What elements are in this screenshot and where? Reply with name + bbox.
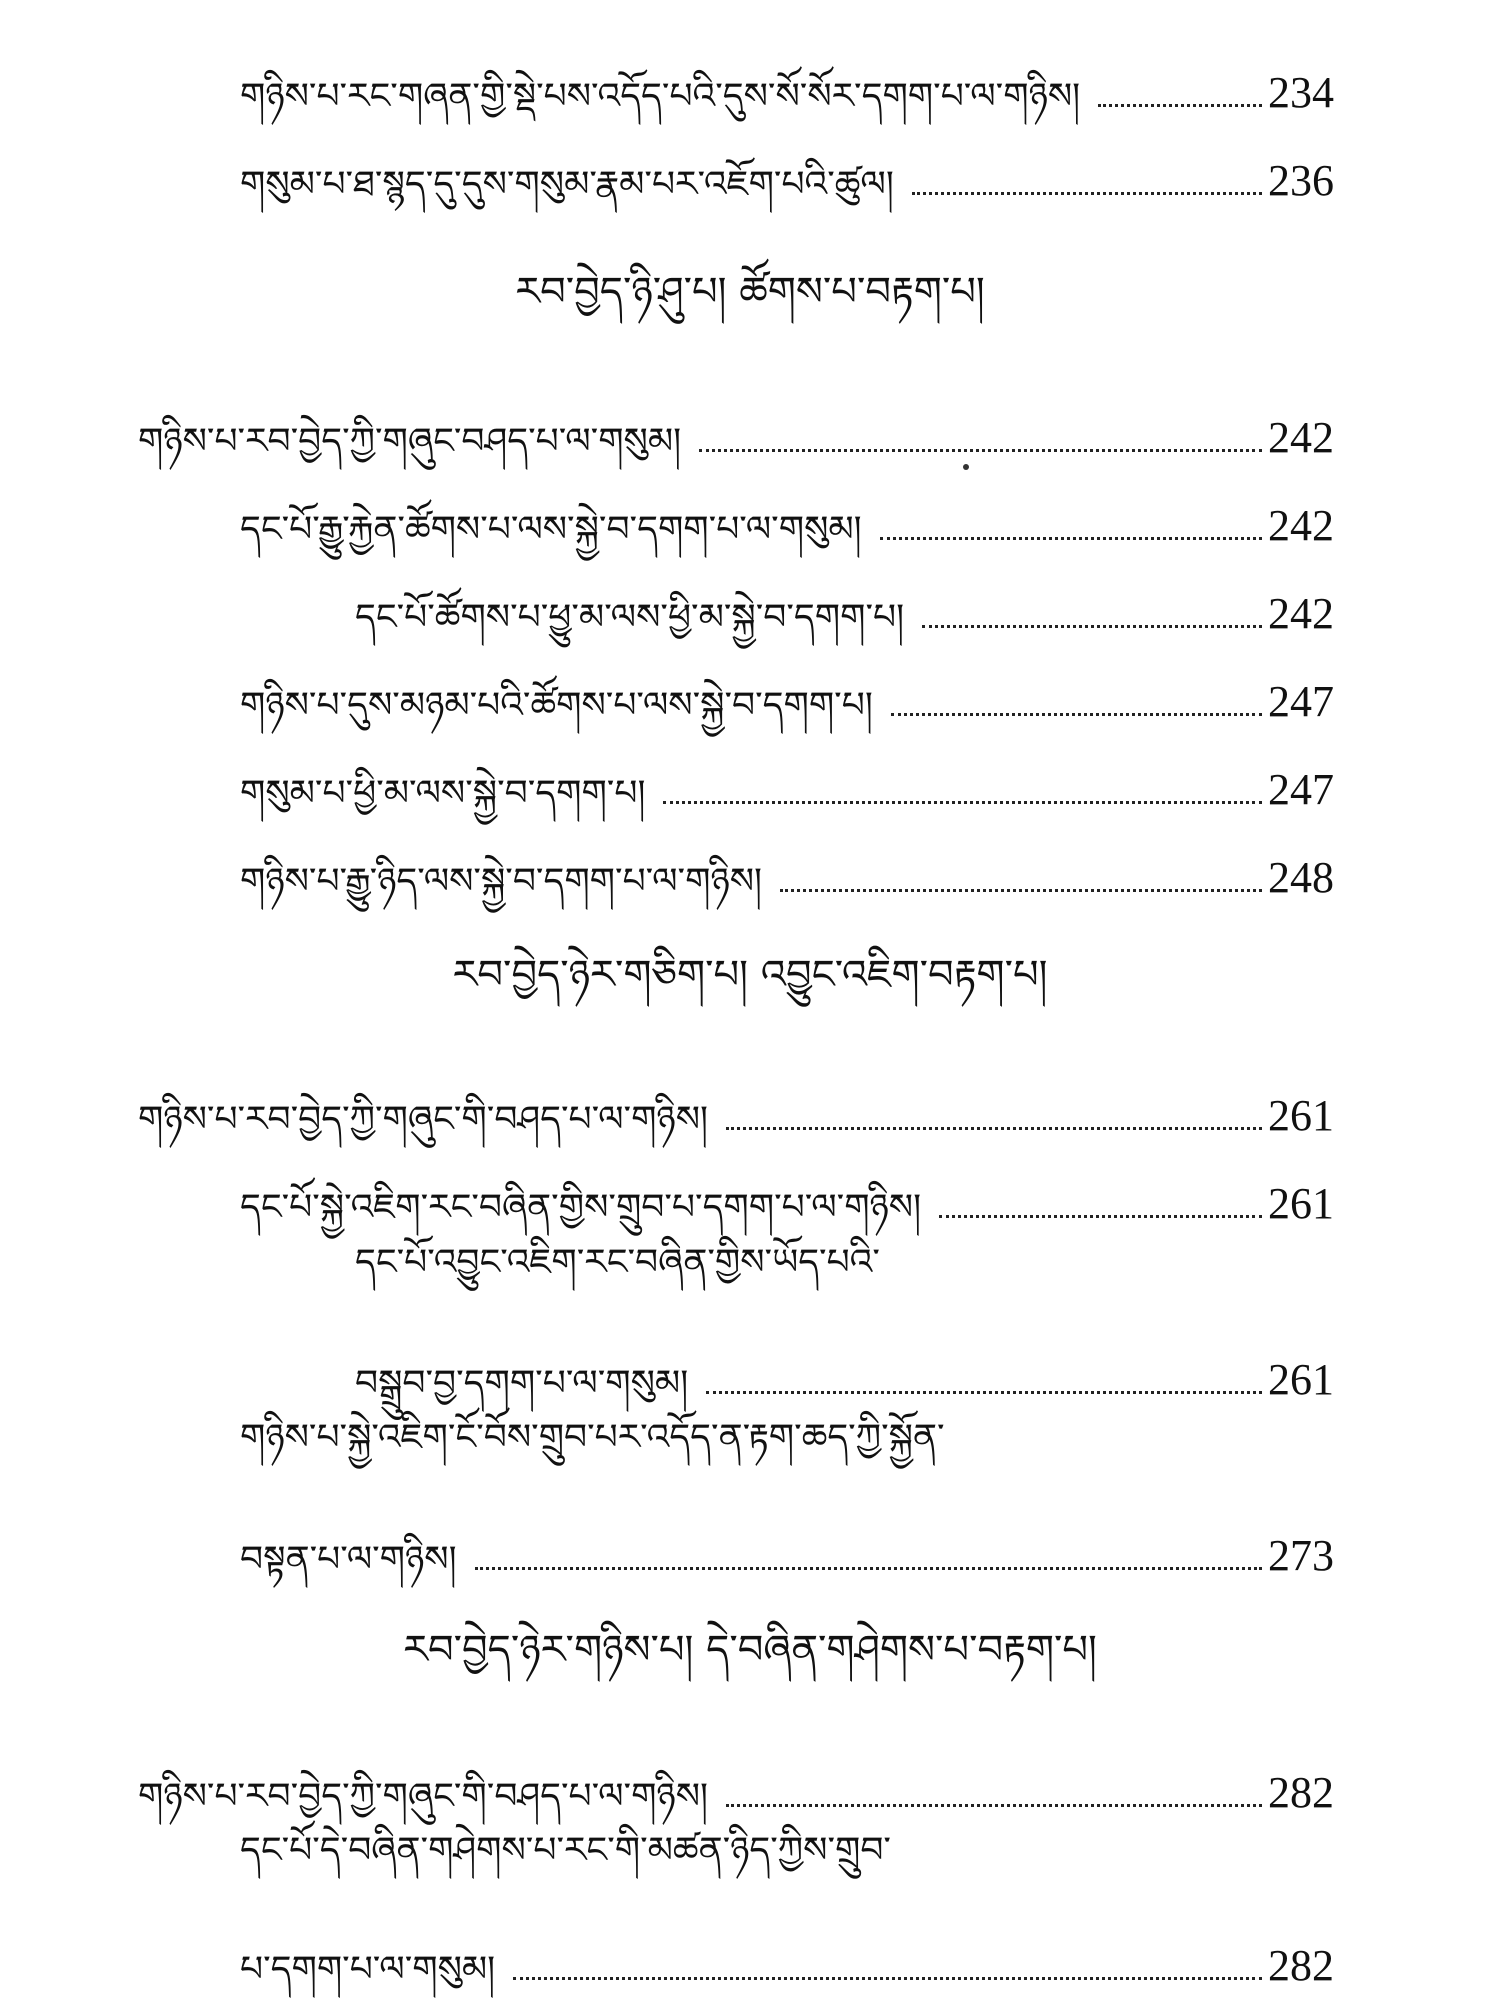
toc-entry-title: གསུམ་པ་ཐ་སྙད་དུ་དུས་གསུམ་རྣམ་པར་འཇོག་པའི་ཚུལ། [240,164,894,205]
toc-entry-title: དང་པོ་རྒྱུ་རྐྱེན་ཚོགས་པ་ལས་སྐྱེ་བ་དགག་པ་ལ་གསུམ། [240,509,862,550]
toc-entry-title: དང་པོ་སྐྱེ་འཇིག་རང་བཞིན་གྱིས་གྲུབ་པ་དགག་པ་ལ་གཉིས། [240,1187,922,1228]
toc-page-number: 234 [1268,68,1334,117]
dot-leader [880,537,1262,540]
toc-entry[interactable] [240,742,1334,812]
toc-entry[interactable] [240,45,1334,115]
toc-entry-title: བསྟན་པ་ལ་གཉིས། [240,1539,457,1580]
toc-entry-title: གཉིས་པ་རབ་བྱེད་ཀྱི་གཞུང་བཤད་པ་ལ་གསུམ། [138,421,682,462]
dot-leader [663,801,1262,804]
chapter-heading: རབ་བྱེད་ཉེར་གཅིག་པ། འབྱུང་འཇིག་བརྟག་པ། [452,952,1048,998]
toc-entry-title: བསྒྲུབ་བྱ་དགག་པ་ལ་གསུམ། [355,1363,689,1404]
toc-entry[interactable] [138,1068,1334,1138]
toc-entry[interactable] [355,1332,1334,1402]
toc-entry-title: དང་པོ་ཚོགས་པ་ཕྱུ་མ་ལས་ཕྱི་མ་སྐྱེ་བ་དགག་པ། [355,597,905,638]
toc-entry[interactable] [240,478,1334,548]
print-speck [963,464,969,470]
toc-entry-title-line: དང་པོ་འབྱུང་འཇིག་རང་བཞིན་གྱིས་ཡོད་པའི་ [355,1242,880,1283]
dot-leader [513,1977,1262,1980]
toc-page-number: 282 [1268,1941,1334,1990]
toc-entry[interactable] [240,1156,1334,1226]
toc-page-number: 236 [1268,156,1334,205]
toc-entry[interactable] [138,1745,1334,1815]
toc-entry[interactable] [240,133,1334,203]
toc-page-number: 242 [1268,413,1334,462]
toc-page-number: 273 [1268,1531,1334,1580]
dot-leader [891,713,1262,716]
toc-entry-title: གཉིས་པ་རང་གཞན་གྱི་སྡེ་པས་འདོད་པའི་དུས་སོ་སོར་དགག་པ་ལ་གཉིས། [240,76,1081,117]
toc-page-number: 242 [1268,501,1334,550]
dot-leader [912,192,1262,195]
toc-page-number: 247 [1268,677,1334,726]
toc-entry-title-line: གཉིས་པ་སྐྱེ་འཇིག་ངོ་བོས་གྲུབ་པར་འདོད་ན་རྟག་ཆད་ཀྱི་སྐྱོན་ [240,1417,945,1458]
dot-leader [706,1391,1262,1394]
toc-page-number: 261 [1268,1179,1334,1228]
toc-entry[interactable] [240,1918,1334,1988]
toc-entry-title: གཉིས་པ་རབ་བྱེད་ཀྱི་གཞུང་གི་བཤད་པ་ལ་གཉིས། [138,1776,708,1817]
dot-leader [939,1215,1262,1218]
dot-leader [726,1127,1262,1130]
dot-leader [780,889,1262,892]
toc-page-number: 242 [1268,589,1334,638]
toc-entry-title: གསུམ་པ་ཕྱི་མ་ལས་སྐྱེ་བ་དགག་པ། [240,773,646,814]
dot-leader [922,625,1262,628]
toc-page-number: 282 [1268,1768,1334,1817]
toc-entry-title-line: དང་པོ་དེ་བཞིན་གཤེགས་པ་རང་གི་མཚན་ཉིད་ཀྱིས་གྲུབ་ [240,1830,891,1871]
toc-entry[interactable] [240,830,1334,900]
toc-entry[interactable] [138,390,1334,460]
chapter-heading: རབ་བྱེད་ཉི་ཤུ་པ། ཚོགས་པ་བརྟག་པ། [515,269,985,315]
toc-page-number: 247 [1268,765,1334,814]
toc-entry-title: གཉིས་པ་རྒྱུ་ཉིད་ལས་སྐྱེ་བ་དགག་པ་ལ་གཉིས། [240,861,763,902]
toc-entry-title: པ་དགག་པ་ལ་གསུམ། [240,1949,496,1990]
dot-leader [726,1804,1262,1807]
toc-entry-title: གཉིས་པ་རབ་བྱེད་ཀྱི་གཞུང་གི་བཤད་པ་ལ་གཉིས། [138,1099,708,1140]
toc-entry-title: གཉིས་པ་དུས་མཉམ་པའི་ཚོགས་པ་ལས་སྐྱེ་བ་དགག་པ། [240,685,873,726]
dot-leader [475,1567,1262,1570]
toc-entry[interactable] [240,1508,1334,1578]
dot-leader [1098,104,1262,107]
toc-entry[interactable] [355,566,1334,636]
chapter-heading: རབ་བྱེད་ཉེར་གཉིས་པ། དེ་བཞིན་གཤེགས་པ་བརྟག་པ། [403,1627,1097,1673]
toc-page-number: 261 [1268,1091,1334,1140]
dot-leader [699,449,1262,452]
toc-entry[interactable] [240,654,1334,724]
toc-page-number: 261 [1268,1355,1334,1404]
toc-page-number: 248 [1268,853,1334,902]
